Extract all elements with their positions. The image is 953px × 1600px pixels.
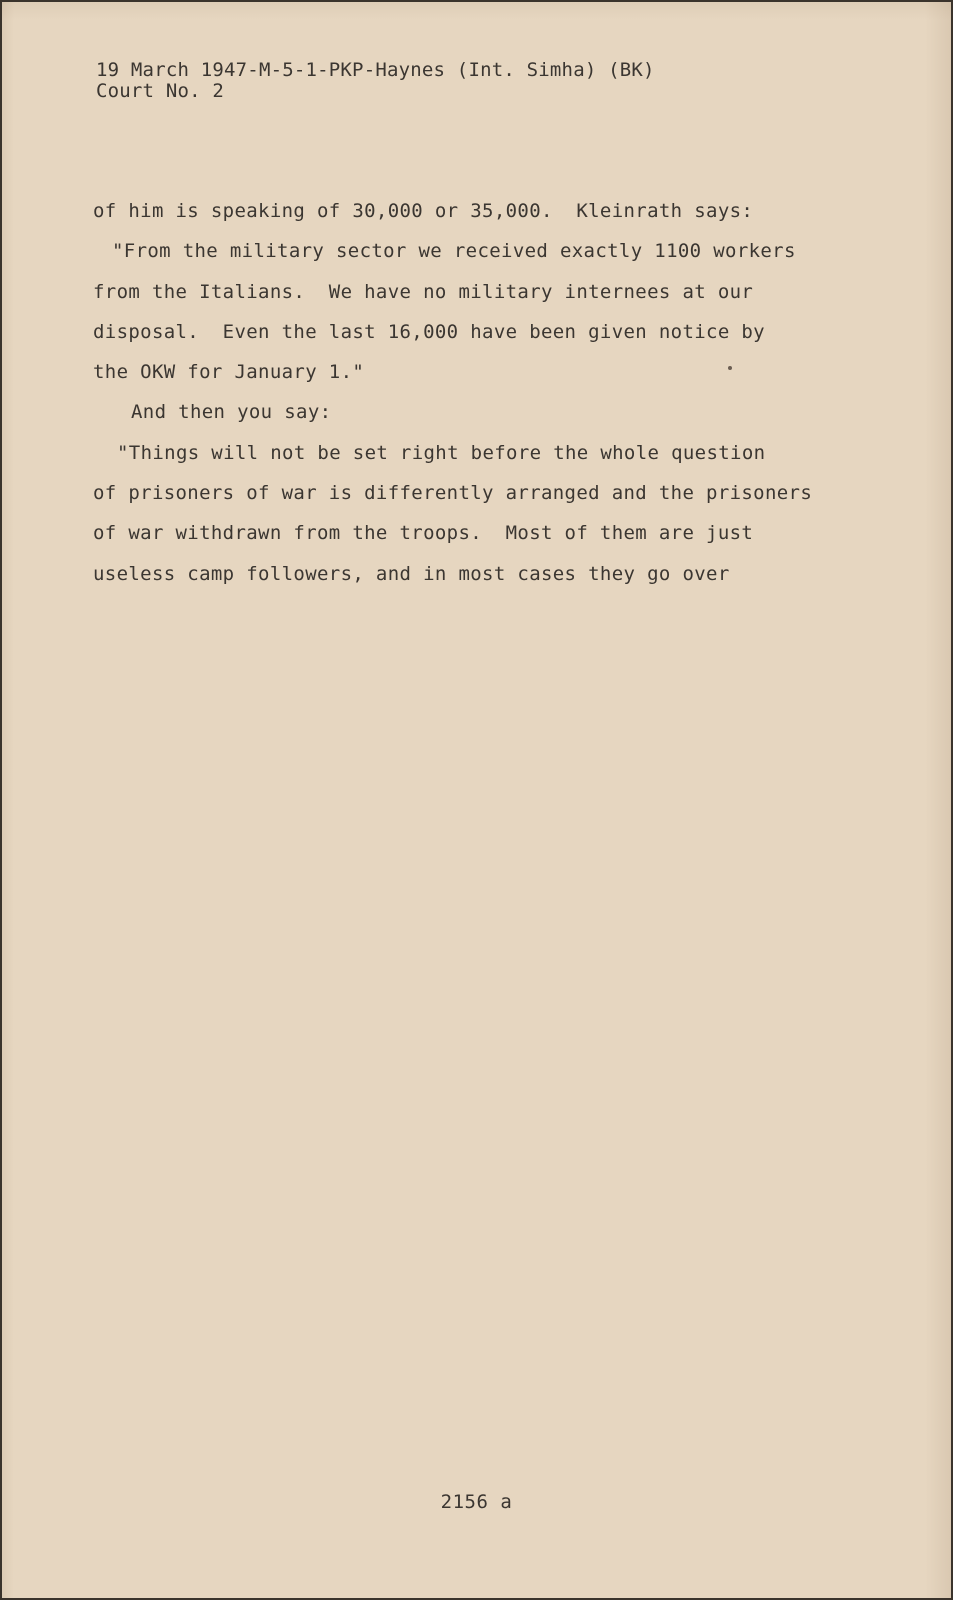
header-reference-line: 19 March 1947-M-5-1-PKP-Haynes (Int. Simha) (BK) bbox=[96, 59, 655, 81]
header-court-line: Court No. 2 bbox=[96, 80, 225, 102]
transcript-line: disposal. Even the last 16,000 have been given notice by bbox=[93, 321, 765, 343]
page-number: 2156 a bbox=[440, 1491, 513, 1513]
transcript-line: the OKW for January 1." bbox=[93, 361, 365, 383]
transcript-line: "Things will not be set right before the whole question bbox=[117, 442, 766, 464]
transcript-line: of prisoners of war is differently arranged and the prisoners bbox=[93, 482, 813, 504]
transcript-line: And then you say: bbox=[131, 401, 332, 423]
transcript-line: of war withdrawn from the troops. Most of them are just bbox=[93, 522, 754, 544]
paper-speck bbox=[728, 366, 732, 370]
transcript-line: "From the military sector we received exactly 1100 workers bbox=[112, 240, 796, 262]
transcript-line: useless camp followers, and in most cases they go over bbox=[93, 563, 730, 585]
transcript-line: from the Italians. We have no military internees at our bbox=[93, 281, 754, 303]
document-header bbox=[96, 60, 655, 102]
transcript-line: of him is speaking of 30,000 or 35,000. Kleinrath says: bbox=[93, 200, 754, 222]
